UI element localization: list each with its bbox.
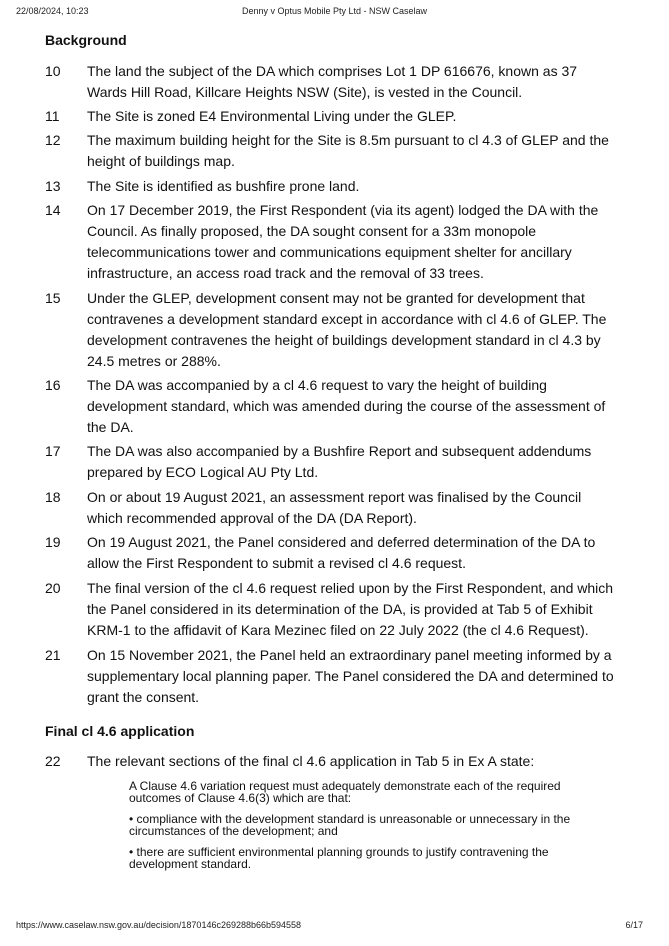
paragraph-22 <box>45 751 619 772</box>
print-timestamp: 22/08/2024, 10:23 <box>16 6 89 16</box>
paragraph-10 <box>45 61 619 103</box>
paragraph-text: On 17 December 2019, the First Respondent (via its agent) lodged the DA with the Council. As finally proposed, the DA sought consent for a 33m monopole telecommunications tower and communications equipment shelter for ancillary infrastructure, an access road track and the removal of 33 trees. <box>87 202 599 281</box>
quoted-bullet: • compliance with the development standard is unreasonable or unnecessary in the circumstances of the development; and <box>129 812 571 838</box>
paragraph-text: The DA was also accompanied by a Bushfire Report and subsequent addendums prepared by ECO Logical AU Pty Ltd. <box>87 443 592 480</box>
paragraph-text: On 15 November 2021, the Panel held an extraordinary panel meeting informed by a supplementary local planning paper. The Panel considered the DA and determined to grant the consent. <box>87 647 614 705</box>
paragraph-18 <box>45 487 619 529</box>
paragraph-text: On 19 August 2021, the Panel considered and deferred determination of the DA to allow the First Respondent to submit a revised cl 4.6 request. <box>87 534 596 571</box>
paragraph-number: 10 <box>45 63 61 79</box>
paragraph-text: The maximum building height for the Site is 8.5m pursuant to cl 4.3 of GLEP and the height of buildings map. <box>87 132 609 169</box>
quoted-bullet: • there are sufficient environmental planning grounds to justify contravening the development standard. <box>129 845 549 871</box>
paragraph-16 <box>45 375 619 438</box>
paragraph-number: 21 <box>45 647 61 663</box>
paragraph-text: Under the GLEP, development consent may not be granted for development that contravenes a development standard except in accordance with cl 4.6 of GLEP. The development contravenes the height of buildings development standard in cl 4.3 by 24.5 metres or 288%. <box>87 290 607 369</box>
paragraph-text: On or about 19 August 2021, an assessment report was finalised by the Council which recommended approval of the DA (DA Report). <box>87 489 582 526</box>
page-number: 6/17 <box>625 920 643 930</box>
paragraph-number: 18 <box>45 489 61 505</box>
section-heading-final-cl-4-6: Final cl 4.6 application <box>45 723 195 739</box>
paragraph-21 <box>45 645 619 708</box>
paragraph-number: 19 <box>45 534 61 550</box>
paragraph-number: 14 <box>45 202 61 218</box>
page-header-title: Denny v Optus Mobile Pty Ltd - NSW Caselaw <box>241 6 428 16</box>
paragraph-text: The final version of the cl 4.6 request relied upon by the First Respondent, and which the Panel considered in its determination of the DA, is provided at Tab 5 of Exhibit KRM-1 to the affidavit of Kara Mezinec filed on 22 July 2022 (the cl 4.6 Request). <box>87 580 614 638</box>
paragraph-text: The Site is zoned E4 Environmental Living under the GLEP. <box>87 108 457 124</box>
paragraph-number: 13 <box>45 178 61 194</box>
paragraph-text: The DA was accompanied by a cl 4.6 request to vary the height of building development standard, which was amended during the course of the assessment of the DA. <box>87 377 606 435</box>
paragraph-text: The relevant sections of the final cl 4.6 application in Tab 5 in Ex A state: <box>87 753 535 769</box>
paragraph-12 <box>45 130 619 172</box>
page-url: https://www.caselaw.nsw.gov.au/decision/1870146c269288b66b594558 <box>16 920 302 930</box>
paragraph-number: 22 <box>45 753 61 769</box>
paragraph-number: 15 <box>45 290 61 306</box>
paragraph-number: 17 <box>45 443 61 459</box>
paragraph-19 <box>45 532 619 574</box>
paragraph-number: 12 <box>45 132 61 148</box>
paragraph-text: The Site is identified as bushfire prone land. <box>87 178 360 194</box>
paragraph-20 <box>45 578 619 641</box>
paragraph-14 <box>45 200 619 284</box>
quoted-passage: A Clause 4.6 variation request must adequately demonstrate each of the required outcomes of Clause 4.6(3) which are that: <box>129 779 561 805</box>
paragraph-17 <box>45 441 619 483</box>
paragraph-number: 16 <box>45 377 61 393</box>
paragraph-number: 11 <box>45 108 60 124</box>
section-heading-background: Background <box>45 32 127 48</box>
paragraph-15 <box>45 288 619 372</box>
paragraph-11 <box>45 106 619 127</box>
paragraph-text: The land the subject of the DA which comprises Lot 1 DP 616676, known as 37 Wards Hill Road, Killcare Heights NSW (Site), is vested in the Council. <box>87 63 578 100</box>
paragraph-number: 20 <box>45 580 61 596</box>
paragraph-13 <box>45 176 619 197</box>
